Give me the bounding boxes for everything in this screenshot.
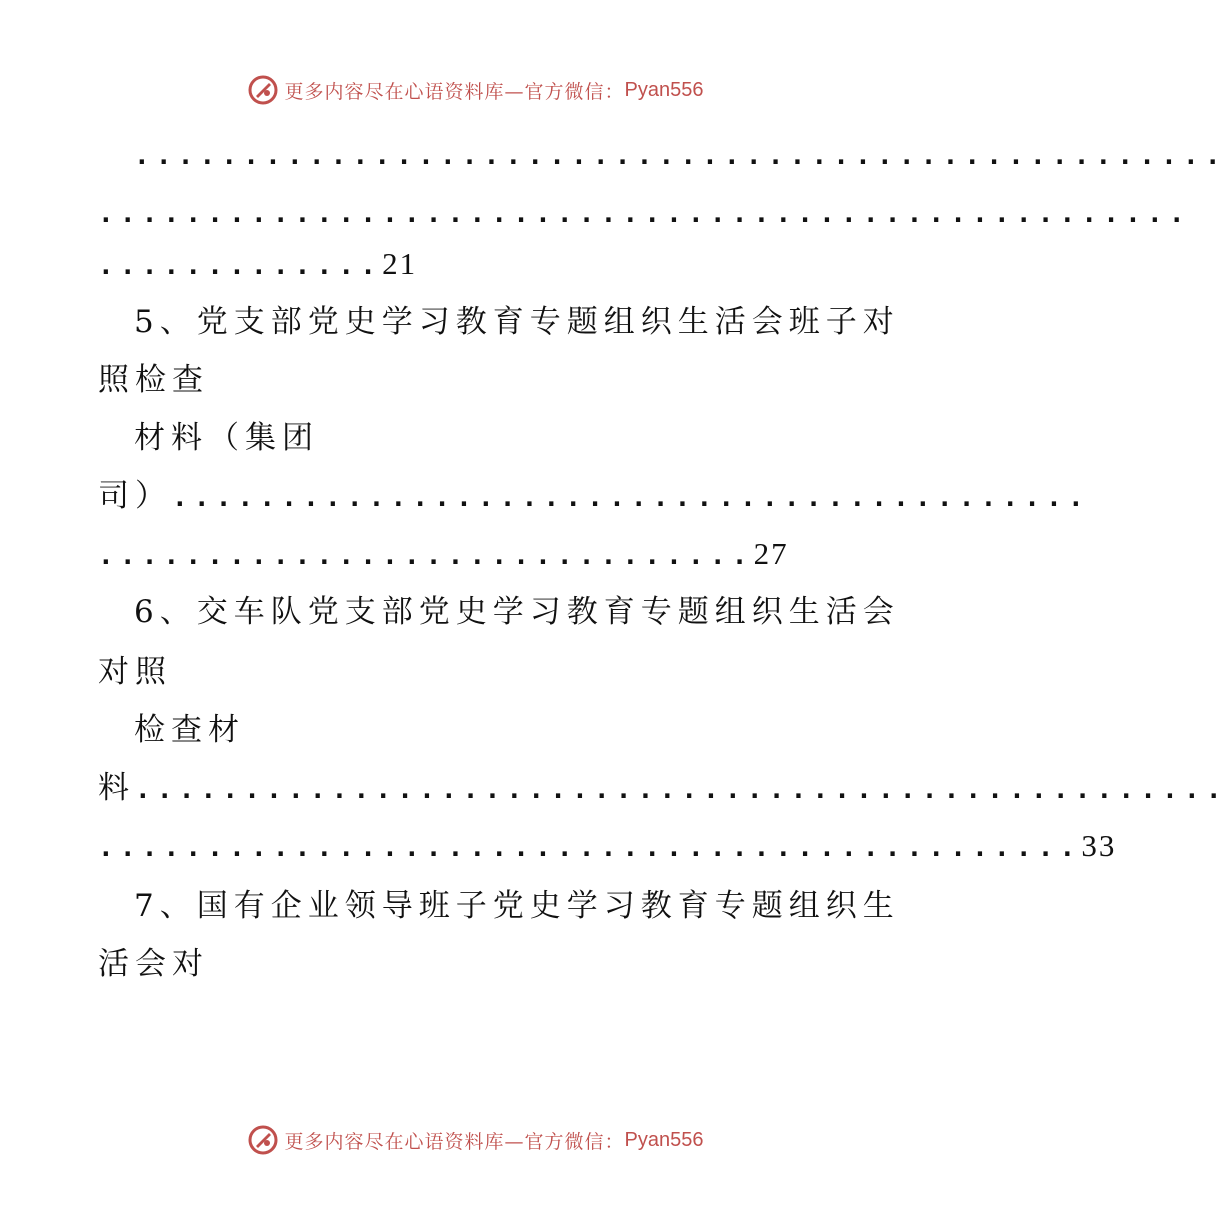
page-number: 33 [1081,828,1117,863]
toc-item-5-dots-line: 司）.......................................... [98,478,1090,514]
toc-item-5-continued: 材料（集团 [134,420,319,456]
toc-item-7-title: 7、国有企业领导班子党史学习教育专题组织生 [134,888,900,924]
toc-item-5-continued: 照检查 [98,362,209,398]
page-number: 27 [753,536,789,571]
toc-item-6-title: 6、交车队党支部党史学习教育专题组织生活会 [134,594,900,630]
header-watermark [0,70,950,110]
toc-item-6-continued: 对照 [98,654,172,690]
watermark-text: 更多内容尽在心语资料库—官方微信： [284,1130,625,1153]
toc-page-line: .............21 [98,246,418,281]
toc-item-6-dots-line: 料.................................................. [98,770,1228,806]
watermark-wechat-id: Pyan556 [624,78,704,101]
page-number: 21 [382,246,418,281]
toc-item-5-title: 5、党支部党史学习教育专题组织生活会班子对 [134,304,900,340]
toc-page-line: ..............................27 [98,536,789,571]
pen-logo-icon [247,1124,279,1156]
footer-watermark [0,1120,950,1160]
toc-dots-line: .................................................. [98,199,1191,229]
toc-page-line: .............................................33 [98,828,1117,863]
toc-dots-line: .................................................. [134,141,1227,171]
pen-logo-icon [247,74,279,106]
toc-item-6-continued: 检查材 [134,712,245,748]
watermark-text: 更多内容尽在心语资料库—官方微信： [284,80,625,103]
toc-item-7-continued: 活会对 [98,946,209,982]
watermark-wechat-id: Pyan556 [624,1128,704,1151]
